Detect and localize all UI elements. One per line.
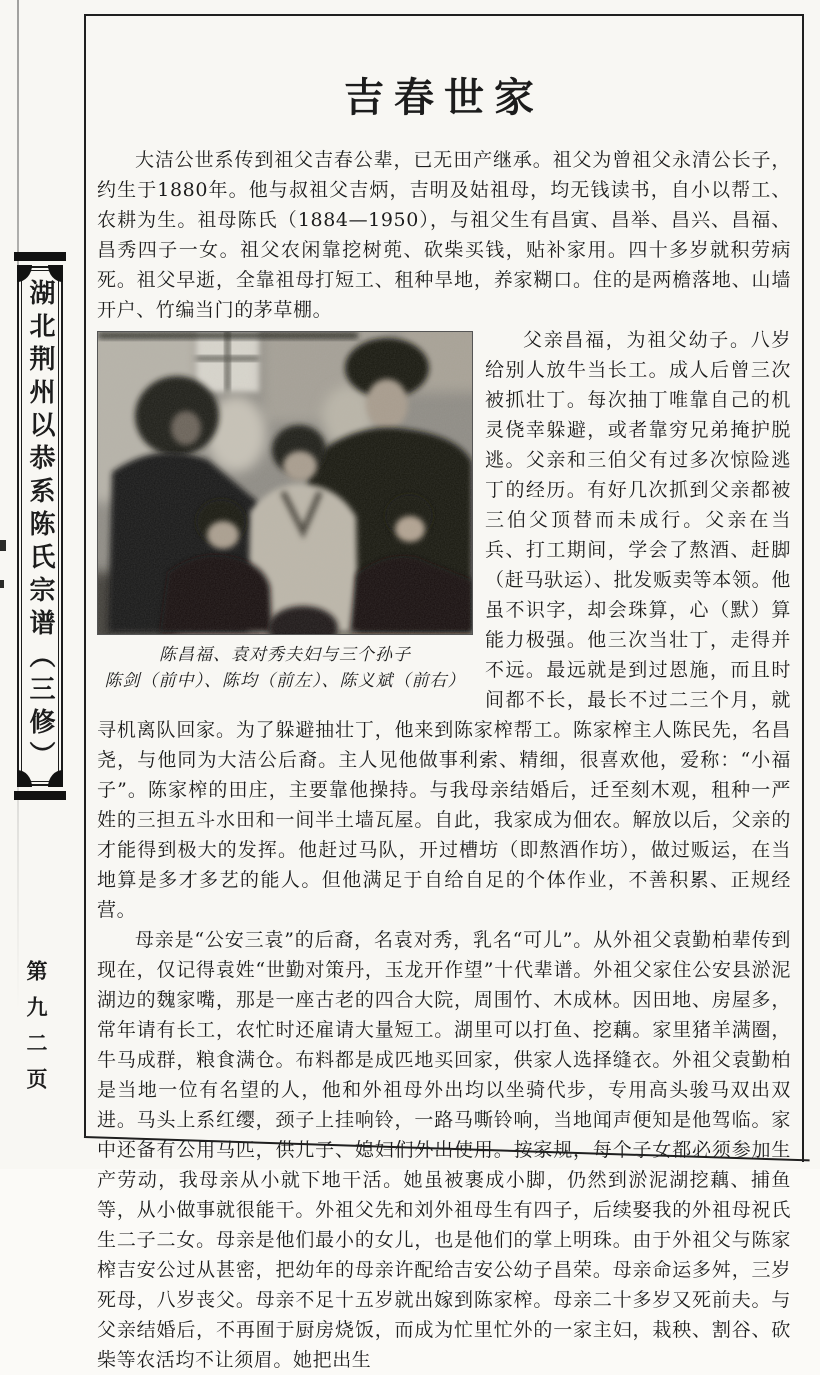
page-right-edge — [802, 1134, 804, 1162]
scan-speck — [0, 540, 6, 551]
page-number: 第九二页 — [24, 960, 49, 1104]
photo-caption-line1: 陈昌福、袁对秀夫妇与三个孙子 — [159, 645, 411, 665]
paragraph-mother: 母亲是“公安三袁”的后裔，名袁对秀，乳名“可儿”。从外祖父袁勤柏辈传到现在，仅记得袁姓“世勤对策丹，玉龙开作望”十代辈谱。外祖父家住公安县淤泥湖边的魏家嘴，那是一座古老的四合大院，周围竹、木成林。因田地、房屋多，常年请有长工，农忙时还雇请大量短工。湖里可以打鱼、挖藕。家里猪羊满圈，牛马成群，粮食满仓。布料都是成匹地买回家，供家人选择缝衣。外祖父袁勤柏是当地一位有名望的人，他和外祖母外出均以坐骑代步，专用高头骏马双出双进。马头上系红缨，颈子上挂响铃，一路马嘶铃响，当地闻声便知是他驾临。家中还备有公用马匹，供儿子、媳妇们外出使用。按家规，每个子女都必须参加生产劳动，我母亲从小就下地干活。她虽被裹成小脚，仍然到淤泥湖挖藕、捕鱼等，从小做事就很能干。外祖父先和刘外祖母生有四子，后续娶我的外祖母祝氏生二子二女。母亲是他们最小的女儿，也是他们的掌上明珠。由于外祖父与陈家榨吉安公过从甚密，把幼年的母亲许配给吉安公幼子昌荣。母亲命运多舛，三岁死母，八岁丧父。母亲不足十五岁就出嫁到陈家榨。母亲二十多岁又死前夫。与父亲结婚后，不再囿于厨房烧饭，而成为忙里忙外的一家主妇，栽秧、割谷、砍柴等农活均不让须眉。她把出生 — [97, 929, 791, 1371]
paragraph-grandfather: 大洁公世系传到祖父吉春公辈，已无田产继承。祖父为曾祖父永清公长子，约生于1880年。他与叔祖父吉炳，吉明及姑祖母，均无钱读书，自小以帮工、农耕为生。祖母陈氏（1884—1950），与祖父生有昌寅、昌举、昌兴、昌福、昌秀四子一女。祖父农闲靠挖树蔸、砍柴买钱，贴补家用。四十多岁就积劳病死。祖父早逝，全靠祖母打短工、租种旱地，养家糊口。住的是两檐落地、山墙开户、竹编当门的茅草棚。 — [97, 149, 791, 321]
spine-title-box — [14, 252, 66, 800]
spine-frame — [17, 266, 63, 786]
family-photo-figure — [97, 331, 473, 694]
photo-caption — [97, 642, 473, 694]
photo-caption-line2: 陈剑（前中）、陈均（前左）、陈义斌（前右） — [104, 671, 466, 691]
family-photo — [97, 331, 473, 635]
spine-bar-top — [14, 252, 66, 261]
article-title: 吉春世家 — [344, 74, 544, 121]
spine-bar-bottom — [14, 791, 66, 800]
genealogy-book-title: 湖北荆州以恭系陈氏宗谱（三修） — [25, 278, 55, 774]
paragraph-father: 父亲昌福，为祖父幼子。八岁给别人放牛当长工。成人后曾三次被抓壮丁。每次抽丁唯靠自己的机灵侥幸躲避，或者靠穷兄弟掩护脱逃。父亲和三伯父有过多次惊险逃丁的经历。有好几次抓到父亲都被三伯父顶替而未成行。父亲在当兵、打工期间，学会了熬酒、赶脚（赶马驮运）、批发贩卖等本领。他虽不识字，却会珠算，心（默）算能力极强。他三次当壮丁，走得并不远。最远就是到过恩施，而且时间都不长，最长不过二三个月，就寻机离队回家。为了躲避抽壮丁，他来到陈家榨帮工。陈家榨主人陈民先，名昌尧，与他同为大洁公后裔。主人见他做事利索、精细，很喜欢他，爱称：“小福子”。陈家榨的田庄，主要靠他操持。与我母亲结婚后，迁至刻木观，租种一严姓的三担五斗水田和一间半土墙瓦屋。自此，我家成为佃农。解放以后，父亲的才能得到极大的发挥。他赶过马队，开过槽坊（即熬酒作坊），做过贩运，在当地算是多才多艺的能人。但他满足于自给自足的个体作业，不善积累、正规经营。 — [97, 329, 791, 921]
scan-speck — [0, 580, 4, 588]
content-frame — [84, 14, 804, 1371]
